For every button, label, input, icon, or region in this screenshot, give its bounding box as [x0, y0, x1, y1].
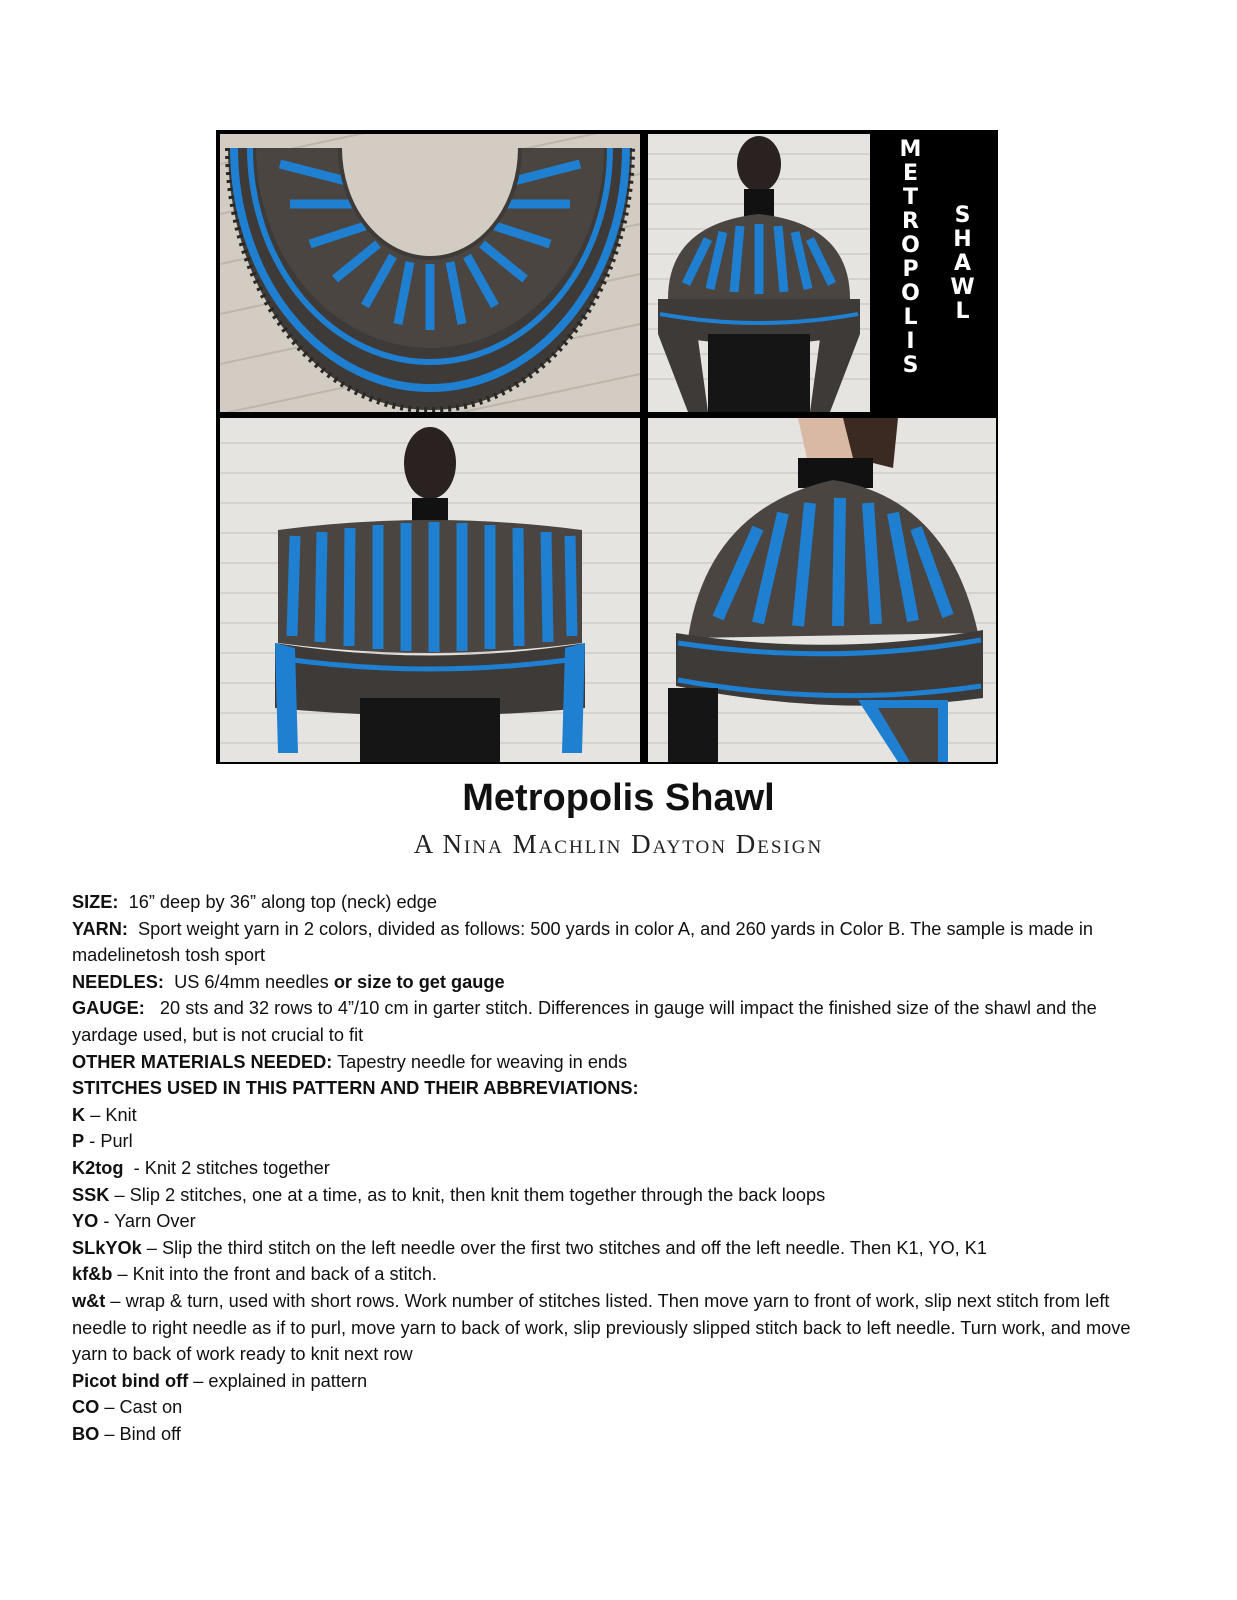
- abbreviation-term: Picot bind off: [72, 1370, 189, 1391]
- gauge-line: [72, 995, 1152, 1048]
- abbreviation-item: [72, 1421, 1152, 1448]
- abbreviation-separator: –: [141, 1237, 162, 1258]
- side-title-shawl: [950, 204, 976, 324]
- metropolis-letter: E: [902, 161, 920, 186]
- abbreviation-separator: –: [99, 1397, 120, 1418]
- shawl-back-view-photo: [648, 134, 870, 412]
- abbreviation-description: Knit 2 stitches together: [144, 1157, 330, 1178]
- needles-line: [72, 969, 1152, 996]
- abbreviation-term: YO: [72, 1211, 99, 1232]
- abbreviation-separator: -: [123, 1157, 145, 1178]
- abbreviation-separator: –: [112, 1264, 133, 1285]
- abbreviation-item: [72, 1208, 1152, 1235]
- size-line: [72, 889, 1152, 916]
- abbreviation-separator: -: [84, 1131, 101, 1152]
- abbreviation-separator: –: [85, 1104, 106, 1125]
- metropolis-letter: P: [902, 257, 920, 282]
- metropolis-letter: T: [902, 185, 919, 210]
- shawl-side-view-photo: [648, 418, 996, 762]
- needles-gauge-note: or size to get gauge: [333, 971, 505, 992]
- pattern-specs: [72, 889, 1152, 1447]
- metropolis-letter: S: [902, 353, 920, 378]
- gauge-text: 20 sts and 32 rows to 4”/10 cm in garter stitch. Differences in gauge will impact the finished size of the shawl and the yardage used, but is not crucial to fit: [72, 998, 1097, 1045]
- abbreviation-item: [72, 1368, 1152, 1395]
- abbreviation-item: [72, 1128, 1152, 1155]
- size-text: 16” deep by 36” along top (neck) edge: [128, 892, 437, 912]
- page-title: Metropolis Shawl: [462, 777, 775, 819]
- needles-text: US 6/4mm needles: [174, 971, 329, 992]
- abbreviation-description: Slip the third stitch on the left needle over the first two stitches and off the left needle. Then K1, YO, K1: [161, 1237, 987, 1258]
- abbreviation-term: K: [72, 1104, 86, 1125]
- abbreviation-description: Cast on: [119, 1397, 183, 1418]
- abbreviation-separator: –: [188, 1370, 209, 1391]
- size-label: SIZE:: [72, 892, 119, 912]
- abbreviation-description: wrap & turn, used with short rows. Work number of stitches listed. Then move yarn to front of work, slip next stitch from left needle to right needle as if to purl, move yarn to back of work, slip previously slipped stitch back to left needle. Turn work, and move yarn to back of work ready to knit next row: [72, 1290, 1131, 1365]
- abbreviation-description: Purl: [100, 1131, 133, 1152]
- abbreviation-item: [72, 1182, 1152, 1209]
- metropolis-letter: O: [901, 281, 921, 306]
- abbreviation-description: Knit: [105, 1104, 137, 1125]
- needles-label: NEEDLES:: [72, 971, 164, 992]
- shawl-spread-back-photo: [220, 418, 640, 762]
- abbreviation-description: Knit into the front and back of a stitch.: [132, 1264, 437, 1285]
- other-materials-line: [72, 1049, 1152, 1076]
- metropolis-letter: I: [906, 329, 916, 354]
- abbreviation-term: BO: [72, 1423, 100, 1444]
- abbreviation-term: CO: [72, 1397, 100, 1418]
- abbreviation-item: [72, 1102, 1152, 1129]
- abbreviation-term: K2tog: [72, 1157, 124, 1178]
- abbreviation-term: kf&b: [72, 1264, 113, 1285]
- abbreviation-separator: –: [105, 1290, 126, 1311]
- abbreviation-description: Bind off: [119, 1423, 181, 1444]
- abbreviation-separator: –: [99, 1423, 120, 1444]
- photo-collage: [216, 130, 998, 764]
- abbreviation-term: SSK: [72, 1184, 110, 1205]
- other-materials-text: Tapestry needle for weaving in ends: [337, 1051, 628, 1072]
- stitches-heading: STITCHES USED IN THIS PATTERN AND THEIR ABBREVIATIONS:: [72, 1078, 639, 1099]
- abbreviation-term: w&t: [72, 1290, 106, 1311]
- abbreviation-term: P: [72, 1131, 85, 1152]
- abbreviation-description: Slip 2 stitches, one at a time, as to knit, then knit them together through the back loops: [129, 1184, 826, 1205]
- abbreviation-item: [72, 1288, 1152, 1368]
- side-title-panel: [874, 134, 996, 412]
- gauge-label: GAUGE:: [72, 998, 145, 1019]
- yarn-text: Sport weight yarn in 2 colors, divided as follows: 500 yards in color A, and 260 yards in Color B. The sample is made in madelinetosh tosh sport: [72, 918, 1094, 966]
- shawl-letter: L: [955, 299, 971, 324]
- abbreviation-term: SLkYOk: [72, 1237, 142, 1258]
- abbreviation-item: [72, 1261, 1152, 1288]
- shawl-letter: S: [954, 203, 972, 228]
- yarn-line: [72, 916, 1152, 969]
- metropolis-letter: M: [899, 137, 923, 162]
- abbreviation-item: [72, 1155, 1152, 1182]
- shawl-letter: H: [953, 227, 973, 252]
- side-title-metropolis: [898, 138, 924, 378]
- abbreviation-list: [72, 1102, 1152, 1448]
- designer-subtitle: A Nina Machlin Dayton Design: [413, 829, 824, 859]
- abbreviation-separator: -: [98, 1211, 115, 1232]
- shawl-letter: W: [950, 275, 976, 300]
- metropolis-letter: R: [902, 209, 920, 234]
- metropolis-letter: L: [903, 305, 919, 330]
- metropolis-letter: O: [901, 233, 921, 258]
- shawl-flat-photo: [220, 134, 640, 412]
- abbreviation-description: Yarn Over: [114, 1211, 196, 1232]
- abbreviation-separator: –: [109, 1184, 130, 1205]
- abbreviation-item: [72, 1235, 1152, 1262]
- abbreviation-item: [72, 1394, 1152, 1421]
- other-materials-label: OTHER MATERIALS NEEDED:: [72, 1051, 333, 1072]
- abbreviation-description: explained in pattern: [208, 1370, 368, 1391]
- yarn-label: YARN:: [72, 918, 128, 939]
- shawl-letter: A: [953, 251, 973, 276]
